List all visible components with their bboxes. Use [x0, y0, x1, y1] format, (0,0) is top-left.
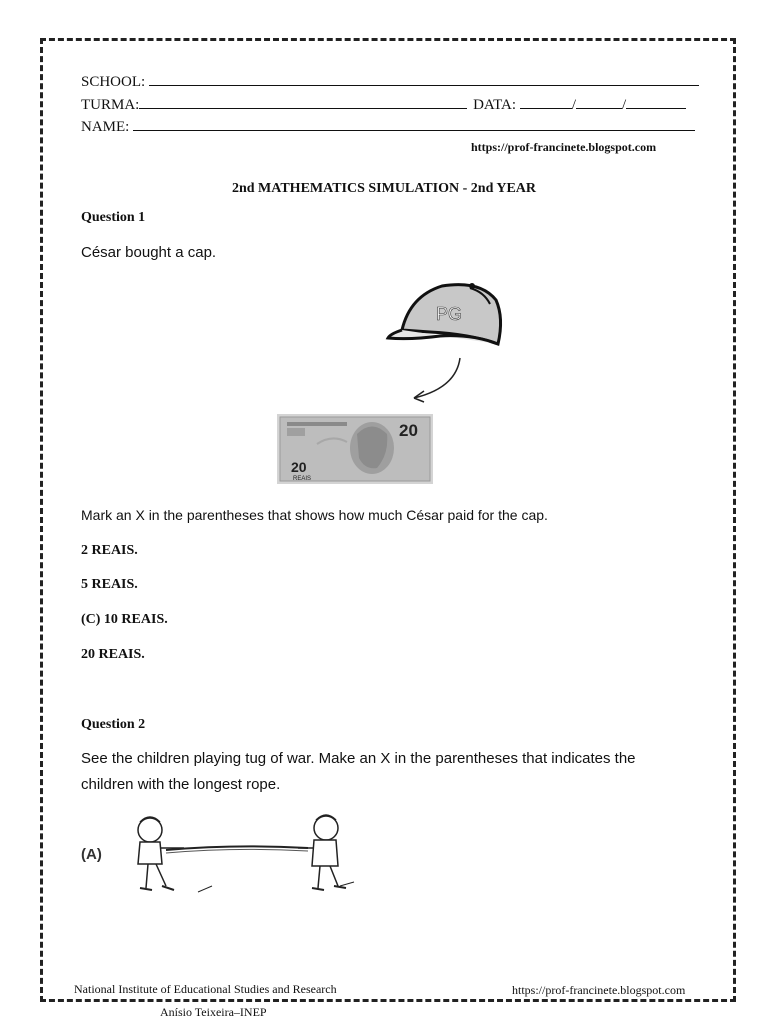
page-title: 2nd MATHEMATICS SIMULATION - 2nd YEAR [231, 181, 537, 196]
footer-inep: Anísio Teixeira–INEP [160, 1005, 267, 1019]
footer-url[interactable]: https://prof-francinete.blogspot.com [512, 983, 686, 997]
question2-text: See the children playing tug of war. Make an X in the parentheses that indicates the children with the longest rope. [81, 750, 636, 793]
date-day-field[interactable] [520, 96, 572, 109]
question1-text: César bought a cap. [81, 244, 217, 261]
question2-heading: Question 2 [81, 717, 146, 732]
date-separator: / [621, 97, 627, 113]
option-a-label[interactable]: (A) [81, 846, 102, 863]
turma-row [81, 96, 686, 114]
option-2-reais[interactable]: 2 REAIS. [81, 543, 138, 558]
banknote-value-bottom: 20 [291, 459, 307, 475]
data-label: DATA: [473, 97, 517, 113]
school-field[interactable] [149, 73, 699, 86]
arrow-icon [400, 356, 470, 406]
option-10-reais[interactable]: (C) 10 REAIS. [81, 612, 168, 627]
date-year-field[interactable] [626, 96, 686, 109]
header-url[interactable]: https://prof-francinete.blogspot.com [471, 140, 657, 154]
footer-institute: National Institute of Educational Studies and Research [74, 982, 337, 996]
school-label: SCHOOL: [81, 74, 146, 90]
name-label: NAME: [81, 119, 130, 135]
school-row [81, 73, 699, 91]
date-month-field[interactable] [576, 96, 622, 109]
turma-label: TURMA: [81, 97, 140, 113]
question1-heading: Question 1 [81, 210, 146, 225]
banknote-currency: REAIS [293, 476, 312, 482]
option-20-reais[interactable]: 20 REAIS. [81, 647, 145, 662]
name-row [81, 118, 695, 136]
cap-illustration [380, 278, 510, 358]
name-field[interactable] [133, 118, 695, 131]
question1-prompt: Mark an X in the parentheses that shows how much César paid for the cap. [81, 507, 548, 523]
banknote-image [277, 414, 433, 484]
tug-of-war-illustration [126, 810, 360, 902]
turma-field[interactable] [139, 96, 467, 109]
banknote-value-top: 20 [399, 421, 418, 440]
cap-letters: PG [436, 304, 463, 324]
option-5-reais[interactable]: 5 REAIS. [81, 577, 138, 592]
date-separator: / [571, 97, 576, 113]
